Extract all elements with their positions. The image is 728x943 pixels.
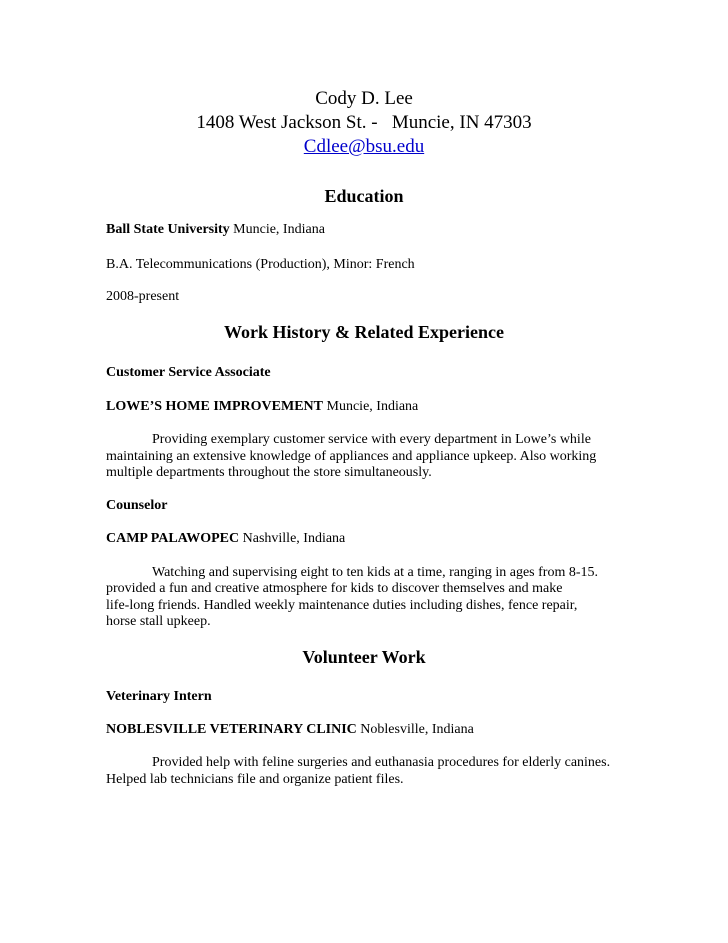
job-description-line: life-long friends. Handled weekly maintenance duties including dishes, fence repair, (106, 598, 578, 613)
job-description-line: horse stall upkeep. (106, 614, 211, 629)
volunteer-description-line: Helped lab technicians file and organize patient files. (106, 772, 404, 787)
job-description-line: maintaining an extensive knowledge of appliances and appliance upkeep. Also working (106, 449, 597, 464)
candidate-name: Cody D. Lee (315, 88, 413, 109)
school-name: Ball State University (106, 222, 230, 237)
job-employer: LOWE’S HOME IMPROVEMENT (106, 399, 324, 414)
volunteer-location: Noblesville, Indiana (356, 722, 474, 737)
education-heading: Education (324, 186, 404, 206)
job-employer-line (106, 398, 418, 416)
job-description-line: provided a fun and creative atmosphere for kids to discover themselves and make (106, 581, 563, 596)
candidate-address: 1408 West Jackson St. - Muncie, IN 47303 (196, 112, 532, 133)
volunteer-heading: Volunteer Work (302, 647, 426, 667)
volunteer-title: Veterinary Intern (106, 689, 212, 704)
email-line (0, 135, 728, 159)
job-employer-line (106, 530, 345, 548)
volunteer-employer: NOBLESVILLE VETERINARY CLINIC (106, 722, 357, 737)
job-description-line: multiple departments throughout the store simultaneously. (106, 465, 432, 480)
job-title: Counselor (106, 498, 168, 513)
school-location: Muncie, Indiana (229, 222, 325, 237)
work-history-heading: Work History & Related Experience (224, 322, 504, 342)
education-dates: 2008-present (106, 289, 180, 304)
education-degree: B.A. Telecommunications (Production), Minor: French (106, 257, 415, 272)
job-employer: CAMP PALAWOPEC (106, 531, 240, 546)
volunteer-description-line: Provided help with feline surgeries and euthanasia procedures for elderly canines. (152, 755, 611, 770)
job-title: Customer Service Associate (106, 365, 271, 380)
job-description-line: Providing exemplary customer service with every department in Lowe’s while (152, 432, 591, 447)
job-location: Nashville, Indiana (239, 531, 346, 546)
job-location: Muncie, Indiana (323, 399, 419, 414)
volunteer-employer-line (106, 721, 474, 739)
email-link[interactable]: Cdlee@bsu.edu (303, 136, 425, 157)
education-school-line (106, 221, 325, 239)
job-description-line: Watching and supervising eight to ten kids at a time, ranging in ages from 8-15. (152, 565, 598, 580)
